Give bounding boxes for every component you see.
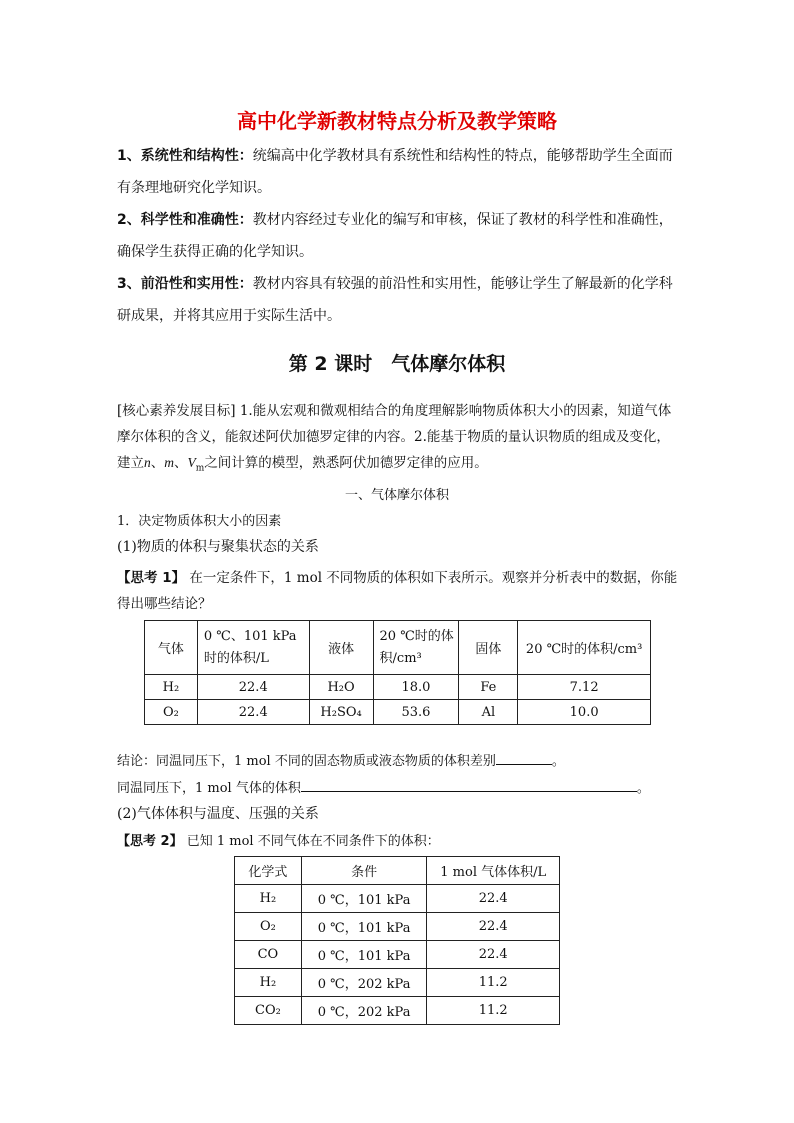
- var-m: m: [164, 455, 174, 470]
- table-header-cell: 固体: [459, 621, 518, 675]
- table-cell: 11.2: [427, 997, 560, 1025]
- table-row: [235, 969, 560, 997]
- document-title: 高中化学新教材特点分析及教学策略: [237, 109, 557, 133]
- period: 。: [551, 754, 565, 769]
- table-cell: 0 ℃，101 kPa: [301, 941, 427, 969]
- intro-point-3-text: 教材内容具有较强的前沿性和实用性，能够让学生了解最新的化学科研成果，并将其应用于实际生活中。: [117, 276, 673, 324]
- table-row: [235, 941, 560, 969]
- table-header-cell: 20 ℃时的体积/cm³: [518, 621, 651, 675]
- volume-table: [144, 620, 651, 725]
- table-cell: Al: [459, 700, 518, 725]
- conclusion-2-text: 同温同压下，1 mol 气体的体积: [117, 781, 301, 796]
- table-cell: 7.12: [518, 675, 651, 700]
- table-row: [235, 997, 560, 1025]
- table-cell: 22.4: [427, 913, 560, 941]
- table-cell: 22.4: [197, 675, 309, 700]
- table-header-row: [235, 857, 560, 885]
- table-header-cell: 20 ℃时的体积/cm³: [373, 621, 459, 675]
- lesson-title: 第 2 课时 气体摩尔体积: [288, 353, 506, 375]
- table-row: [145, 700, 651, 725]
- var-V-subscript: m: [195, 463, 205, 474]
- conclusion-2: [117, 777, 650, 796]
- intro-point-2-text: 教材内容经过专业化的编写和审核，保证了教材的科学性和准确性，确保学生获得正确的化学知识。: [117, 212, 673, 260]
- table-header-cell: 气体: [145, 621, 198, 675]
- table-cell: H₂SO₄: [309, 700, 373, 725]
- table-cell: 53.6: [373, 700, 459, 725]
- subsection-1-2: (2)气体体积与温度、压强的关系: [117, 806, 319, 822]
- table-cell: H₂: [145, 675, 198, 700]
- table-header-cell: 0 ℃、101 kPa 时的体积/L: [197, 621, 309, 675]
- fill-blank-2[interactable]: [301, 779, 637, 792]
- table-cell: 11.2: [427, 969, 560, 997]
- intro-point-1-text: 统编高中化学教材具有系统性和结构性的特点，能够帮助学生全面而有条理地研究化学知识。: [117, 148, 673, 196]
- core-goals-paragraph: [117, 398, 679, 482]
- table-cell: 18.0: [373, 675, 459, 700]
- table-cell: H₂O: [309, 675, 373, 700]
- table-cell: 0 ℃，101 kPa: [301, 885, 427, 913]
- goals-tag: [核心素养发展目标]: [117, 403, 236, 419]
- gas-condition-table: [234, 856, 560, 1025]
- table-row: [145, 675, 651, 700]
- table-row: [235, 885, 560, 913]
- think-1: [117, 565, 679, 617]
- table-cell: O₂: [145, 700, 198, 725]
- intro-point-2-label: 2、科学性和准确性：: [117, 212, 253, 228]
- table-cell: 0 ℃，202 kPa: [301, 969, 427, 997]
- section-heading: 一、气体摩尔体积: [344, 488, 449, 503]
- table-cell: H₂: [235, 969, 302, 997]
- think-2-tag: 【思考 2】: [117, 834, 183, 849]
- think-2: [117, 830, 440, 849]
- think-1-tag: 【思考 1】: [117, 570, 186, 586]
- var-n: n: [144, 455, 151, 470]
- period: 。: [636, 781, 650, 796]
- intro-point-3-label: 3、前沿性和实用性：: [117, 276, 253, 292]
- table-cell: 22.4: [427, 885, 560, 913]
- table-header-cell: 1 mol 气体体积/L: [427, 857, 560, 885]
- goals-text-1: 1.能从宏观和微观相结合的角度理解影响物质体积大小的因素，知道气体摩尔体积的含义，能叙述阿伏加德罗定律的内容。2.能基于物质的量认识物质的组成及变化，建立: [117, 403, 672, 471]
- table-cell: 22.4: [427, 941, 560, 969]
- table-cell: 0 ℃，202 kPa: [301, 997, 427, 1025]
- table-cell: CO: [235, 941, 302, 969]
- subsection-1: 1．决定物质体积大小的因素: [117, 514, 282, 529]
- goals-text-2: 之间计算的模型，熟悉阿伏加德罗定律的应用。: [204, 455, 488, 471]
- separator: 、: [150, 455, 165, 471]
- intro-point-3: [117, 268, 679, 332]
- table-header-row: [145, 621, 651, 675]
- table-cell: 22.4: [197, 700, 309, 725]
- conclusion-1-text: 结论：同温同压下，1 mol 不同的固态物质或液态物质的体积差别: [117, 754, 496, 769]
- table-header-cell: 条件: [301, 857, 427, 885]
- intro-point-2: [117, 204, 679, 268]
- table-cell: O₂: [235, 913, 302, 941]
- intro-point-1-label: 1、系统性和结构性：: [117, 148, 253, 164]
- fill-blank-1[interactable]: [496, 752, 552, 765]
- table-header-cell: 液体: [309, 621, 373, 675]
- intro-point-1: [117, 140, 679, 204]
- table-cell: Fe: [459, 675, 518, 700]
- table-cell: H₂: [235, 885, 302, 913]
- table-cell: 10.0: [518, 700, 651, 725]
- table-header-cell: 化学式: [235, 857, 302, 885]
- subsection-1-1: (1)物质的体积与聚集状态的关系: [117, 539, 319, 555]
- table-row: [235, 913, 560, 941]
- table-cell: CO₂: [235, 997, 302, 1025]
- conclusion-1: [117, 750, 565, 769]
- separator: 、: [174, 455, 188, 471]
- var-V: V: [187, 455, 196, 470]
- think-1-text: 在一定条件下，1 mol 不同物质的体积如下表所示。观察并分析表中的数据，你能得出哪些结论？: [117, 570, 678, 612]
- table-cell: 0 ℃，101 kPa: [301, 913, 427, 941]
- think-2-text: 已知 1 mol 不同气体在不同条件下的体积：: [186, 834, 440, 849]
